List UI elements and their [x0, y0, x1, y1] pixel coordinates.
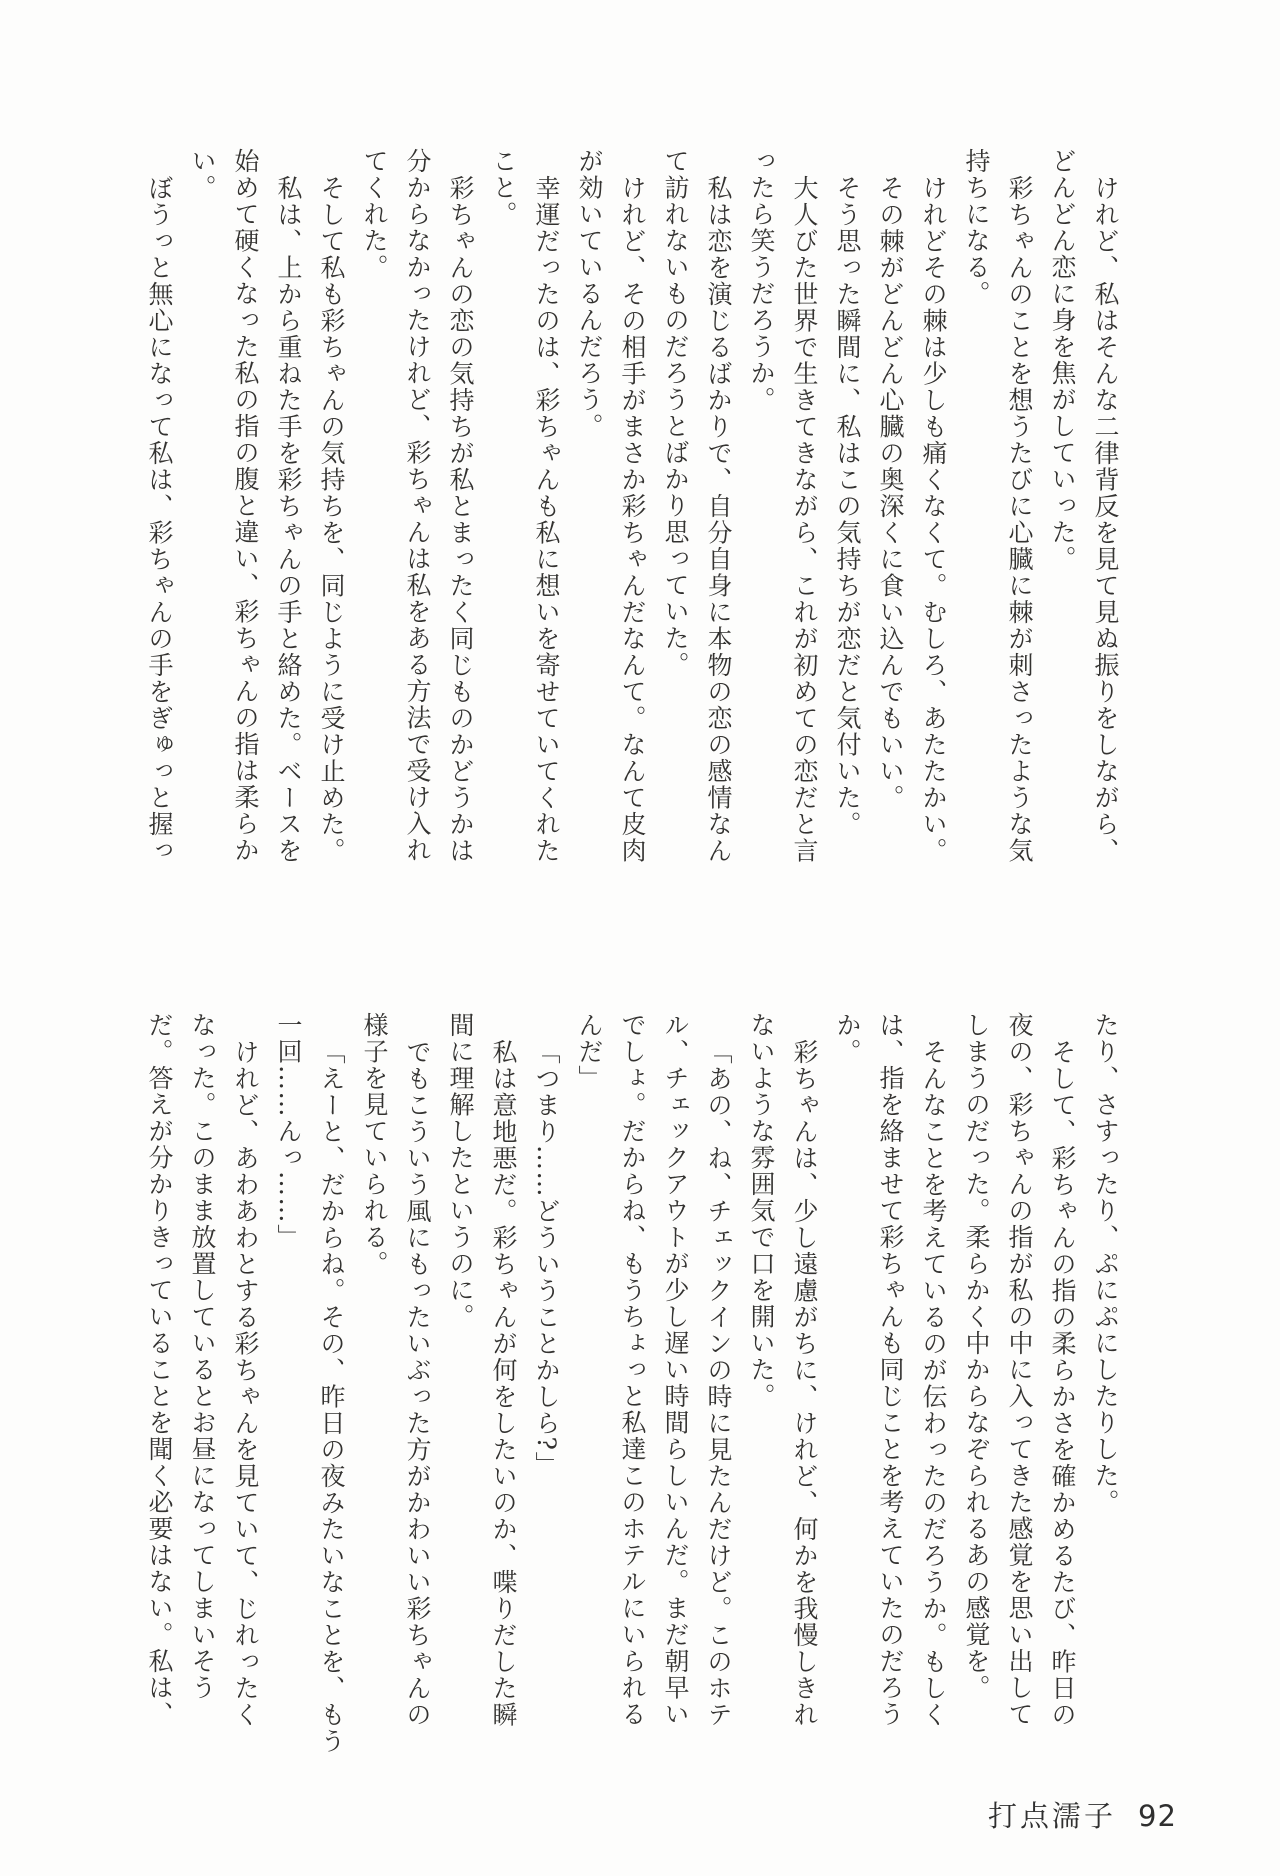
text-column: だ。答えが分かりきっていることを聞く必要はない。私は、	[145, 1012, 174, 1728]
text-column: 夜の、彩ちゃんの指が私の中に入ってきた感覚を思い出して	[1005, 1012, 1034, 1728]
page-number: 92	[1138, 1799, 1177, 1833]
text-column: けれどその棘は少しも痛くなくて。むしろ、あたたかい。	[919, 175, 948, 864]
text-band-bottom	[138, 1012, 1127, 1772]
text-column: て訪れないものだろうとばかり思っていた。	[661, 148, 690, 678]
text-column: ったら笑うだろうか。	[747, 148, 776, 413]
text-column: 「つまり……どういうことかしら?」	[532, 1039, 561, 1478]
text-column: 始めて硬くなった私の指の腹と違い、彩ちゃんの指は柔らか	[231, 148, 260, 864]
text-column: 分からなかったけれど、彩ちゃんは私をある方法で受け入れ	[403, 148, 432, 864]
text-column: 様子を見ていられる。	[360, 1012, 389, 1277]
text-column: か。	[833, 1012, 862, 1065]
text-column: 彩ちゃんの恋の気持ちが私とまったく同じものかどうかは	[446, 175, 475, 864]
text-column: い。	[188, 148, 217, 201]
text-column: そして私も彩ちゃんの気持ちを、同じように受け止めた。	[317, 175, 346, 864]
text-column: でしょ。だからね、もうちょっと私達このホテルにいられる	[618, 1012, 647, 1728]
text-column: どんどん恋に身を焦がしていった。	[1048, 148, 1077, 572]
text-column: こと。	[489, 148, 518, 228]
text-column: は、指を絡ませて彩ちゃんも同じことを考えていたのだろう	[876, 1012, 905, 1728]
text-column: 「あの、ね、チェックインの時に見たんだけど。このホテ	[704, 1039, 733, 1728]
text-column: けれど、その相手がまさか彩ちゃんだなんて。なんて皮肉	[618, 175, 647, 864]
text-column: しまうのだった。柔らかく中からなぞられるあの感覚を。	[962, 1012, 991, 1701]
text-band-top	[138, 148, 1127, 908]
text-column: 私は恋を演じるばかりで、自分自身に本物の恋の感情なん	[704, 175, 733, 864]
text-column: 間に理解したというのに。	[446, 1012, 475, 1330]
text-column: 持ちになる。	[962, 148, 991, 307]
text-column: んだ」	[575, 1012, 604, 1092]
text-column: ぼうっと無心になって私は、彩ちゃんの手をぎゅっと握っ	[145, 175, 174, 864]
text-column: そして、彩ちゃんの指の柔らかさを確かめるたび、昨日の	[1048, 1039, 1077, 1728]
text-column: でもこういう風にもったいぶった方がかわいい彩ちゃんの	[403, 1039, 432, 1728]
text-column: そう思った瞬間に、私はこの気持ちが恋だと気付いた。	[833, 175, 862, 838]
text-column: 一回……んっ……」	[274, 1012, 303, 1251]
text-column: ル、チェックアウトが少し遅い時間らしいんだ。まだ朝早い	[661, 1012, 690, 1728]
text-column: 彩ちゃんのことを想うたびに心臓に棘が刺さったような気	[1005, 175, 1034, 864]
text-column: 幸運だったのは、彩ちゃんも私に想いを寄せていてくれた	[532, 175, 561, 864]
text-column: そんなことを考えているのが伝わったのだろうか。もしく	[919, 1039, 948, 1728]
text-column: 大人びた世界で生きてきながら、これが初めての恋だと言	[790, 175, 819, 864]
text-column: が効いているんだろう。	[575, 148, 604, 440]
text-column: なった。このまま放置しているとお昼になってしまいそう	[188, 1012, 217, 1701]
text-column: 私は、上から重ねた手を彩ちゃんの手と絡めた。ベースを	[274, 175, 303, 864]
text-column: その棘がどんどん心臓の奥深くに食い込んでもいい。	[876, 175, 905, 811]
text-column: ないような雰囲気で口を開いた。	[747, 1012, 776, 1410]
text-column: 彩ちゃんは、少し遠慮がちに、けれど、何かを我慢しきれ	[790, 1039, 819, 1728]
text-column: てくれた。	[360, 148, 389, 281]
page-footer	[988, 1794, 1177, 1835]
text-column: けれど、私はそんな二律背反を見て見ぬ振りをしながら、	[1091, 175, 1120, 864]
text-column: 「えーと、だからね。その、昨日の夜みたいなことを、もう	[317, 1039, 346, 1755]
text-column: たり、さすったり、ぷにぷにしたりした。	[1091, 1012, 1120, 1516]
author-name: 打点濡子	[988, 1799, 1117, 1833]
text-column: 私は意地悪だ。彩ちゃんが何をしたいのか、喋りだした瞬	[489, 1039, 518, 1728]
text-column: けれど、あわあわとする彩ちゃんを見ていて、じれったく	[231, 1039, 260, 1728]
